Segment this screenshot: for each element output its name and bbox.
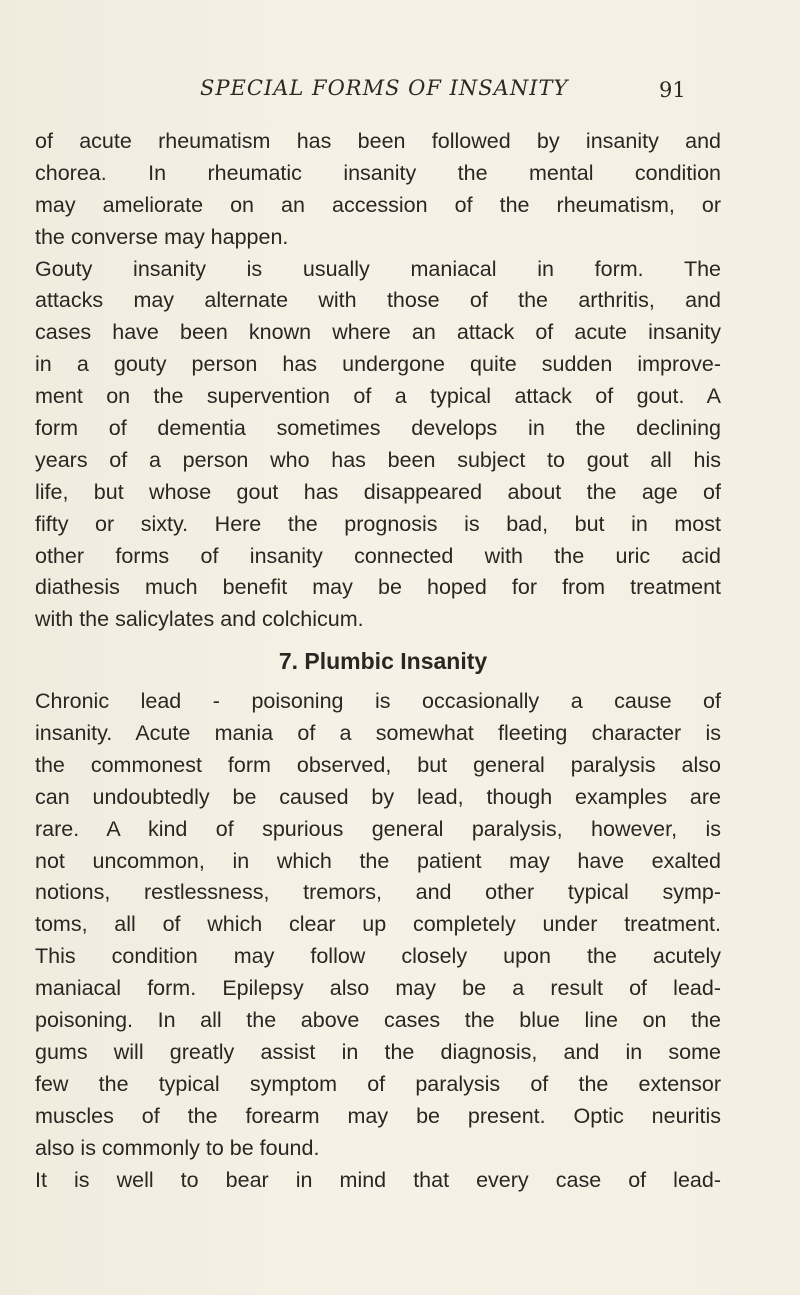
text-line: ment on the supervention of a typical attack of gout. A (35, 384, 721, 409)
section-heading: 7. Plumbic Insanity (278, 648, 488, 675)
text-line: gums will greatly assist in the diagnosis, and in some (35, 1039, 721, 1064)
text-line: This condition may follow closely upon the acutely (35, 944, 721, 969)
text-line: also is commonly to be found. (35, 1135, 320, 1160)
text-line: diathesis much benefit may be hoped for from treatment (35, 575, 721, 600)
text-line: the commonest form observed, but general paralysis also (35, 752, 721, 777)
text-line: notions, restlessness, tremors, and other typical symp- (35, 880, 721, 905)
text-line: fifty or sixty. Here the prognosis is bad, but in most (35, 511, 721, 536)
text-line: toms, all of which clear up completely under treatment. (35, 912, 721, 937)
running-head: SPECIAL FORMS OF INSANITY (200, 76, 569, 100)
text-line: Gouty insanity is usually maniacal in form. The (35, 256, 721, 281)
text-line: life, but whose gout has disappeared about the age of (35, 479, 721, 504)
text-line: rare. A kind of spurious general paralysis, however, is (35, 816, 721, 841)
text-line: few the typical symptom of paralysis of the extensor (35, 1071, 721, 1096)
text-line: cases have been known where an attack of acute insanity (35, 320, 721, 345)
text-line: form of dementia sometimes develops in the declining (35, 416, 721, 441)
text-line: poisoning. In all the above cases the blue line on the (35, 1008, 721, 1033)
text-line: may ameliorate on an accession of the rheumatism, or (35, 192, 721, 217)
text-line: It is well to bear in mind that every case of lead- (35, 1167, 721, 1192)
page-number: 91 (659, 78, 686, 102)
text-line: other forms of insanity connected with the uric acid (35, 543, 721, 568)
text-line: years of a person who has been subject to gout all his (35, 447, 721, 472)
text-line: with the salicylates and colchicum. (35, 607, 364, 632)
body-text (35, 126, 721, 1196)
text-line: insanity. Acute mania of a somewhat fleeting character is (35, 721, 721, 746)
text-line: can undoubtedly be caused by lead, though examples are (35, 784, 721, 809)
text-line: the converse may happen. (35, 224, 289, 249)
text-line: attacks may alternate with those of the arthritis, and (35, 288, 721, 313)
text-line: Chronic lead - poisoning is occasionally a cause of (35, 689, 721, 714)
text-line: in a gouty person has undergone quite sudden improve- (35, 352, 721, 377)
text-line: not uncommon, in which the patient may have exalted (35, 848, 721, 873)
text-line: maniacal form. Epilepsy also may be a result of lead- (35, 976, 721, 1001)
text-line: of acute rheumatism has been followed by insanity and (35, 129, 721, 153)
text-line: muscles of the forearm may be present. Optic neuritis (35, 1103, 721, 1128)
text-line: chorea. In rheumatic insanity the mental condition (35, 160, 721, 185)
